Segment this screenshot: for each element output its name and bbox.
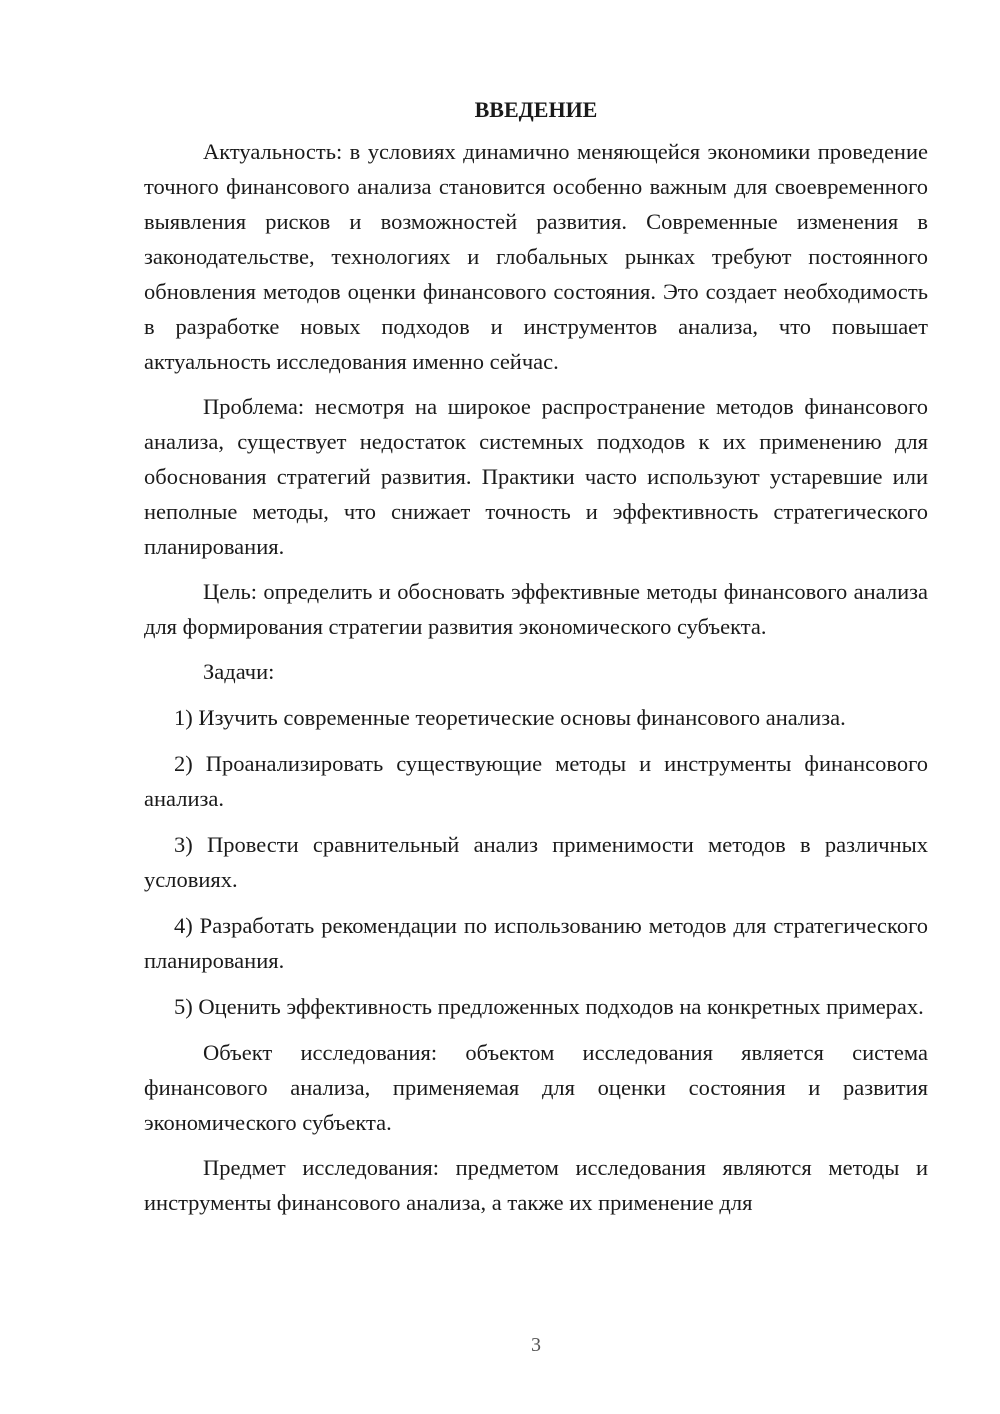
paragraph-subject: Предмет исследования: предметом исследования являются методы и инструменты финансового анализа, а также их применение для [144, 1155, 928, 1215]
paragraph-object: Объект исследования: объектом исследования является система финансового анализа, применяемая для оценки состояния и развития экономического субъекта. [144, 1040, 928, 1135]
task-item: 5) Оценить эффективность предложенных подходов на конкретных примерах. [174, 994, 924, 1019]
document-page [144, 92, 928, 1230]
tasks-heading: Задачи: [203, 659, 275, 684]
task-item: 3) Провести сравнительный анализ применимости методов в различных условиях. [144, 832, 928, 892]
paragraph-problem: Проблема: несмотря на широкое распространение методов финансового анализа, существует недостаток системных подходов к их применению для обоснования стратегий развития. Практики часто используют устаревшие или неполные методы, что снижает точность и эффективность стратегического планирования. [144, 394, 928, 559]
task-item: 1) Изучить современные теоретические основы финансового анализа. [174, 705, 846, 730]
task-item: 2) Проанализировать существующие методы и инструменты финансового анализа. [144, 751, 928, 811]
paragraph-goal: Цель: определить и обосновать эффективные методы финансового анализа для формирования стратегии развития экономического субъекта. [144, 579, 928, 639]
task-item: 4) Разработать рекомендации по использованию методов для стратегического планирования. [144, 913, 928, 973]
tasks-list [144, 700, 928, 1024]
paragraph-relevance: Актуальность: в условиях динамично меняющейся экономики проведение точного финансового анализа становится особенно важным для своевременного выявления рисков и возможностей развития. Современные изменения в законодательстве, технологиях и глобальных рынках требуют постоянного обновления методов оценки финансового состояния. Это создает необходимость в разработке новых подходов и инструментов анализа, что повышает актуальность исследования именно сейчас. [144, 139, 928, 374]
section-title: ВВЕДЕНИЕ [474, 97, 598, 122]
page-number: 3 [531, 1334, 541, 1356]
